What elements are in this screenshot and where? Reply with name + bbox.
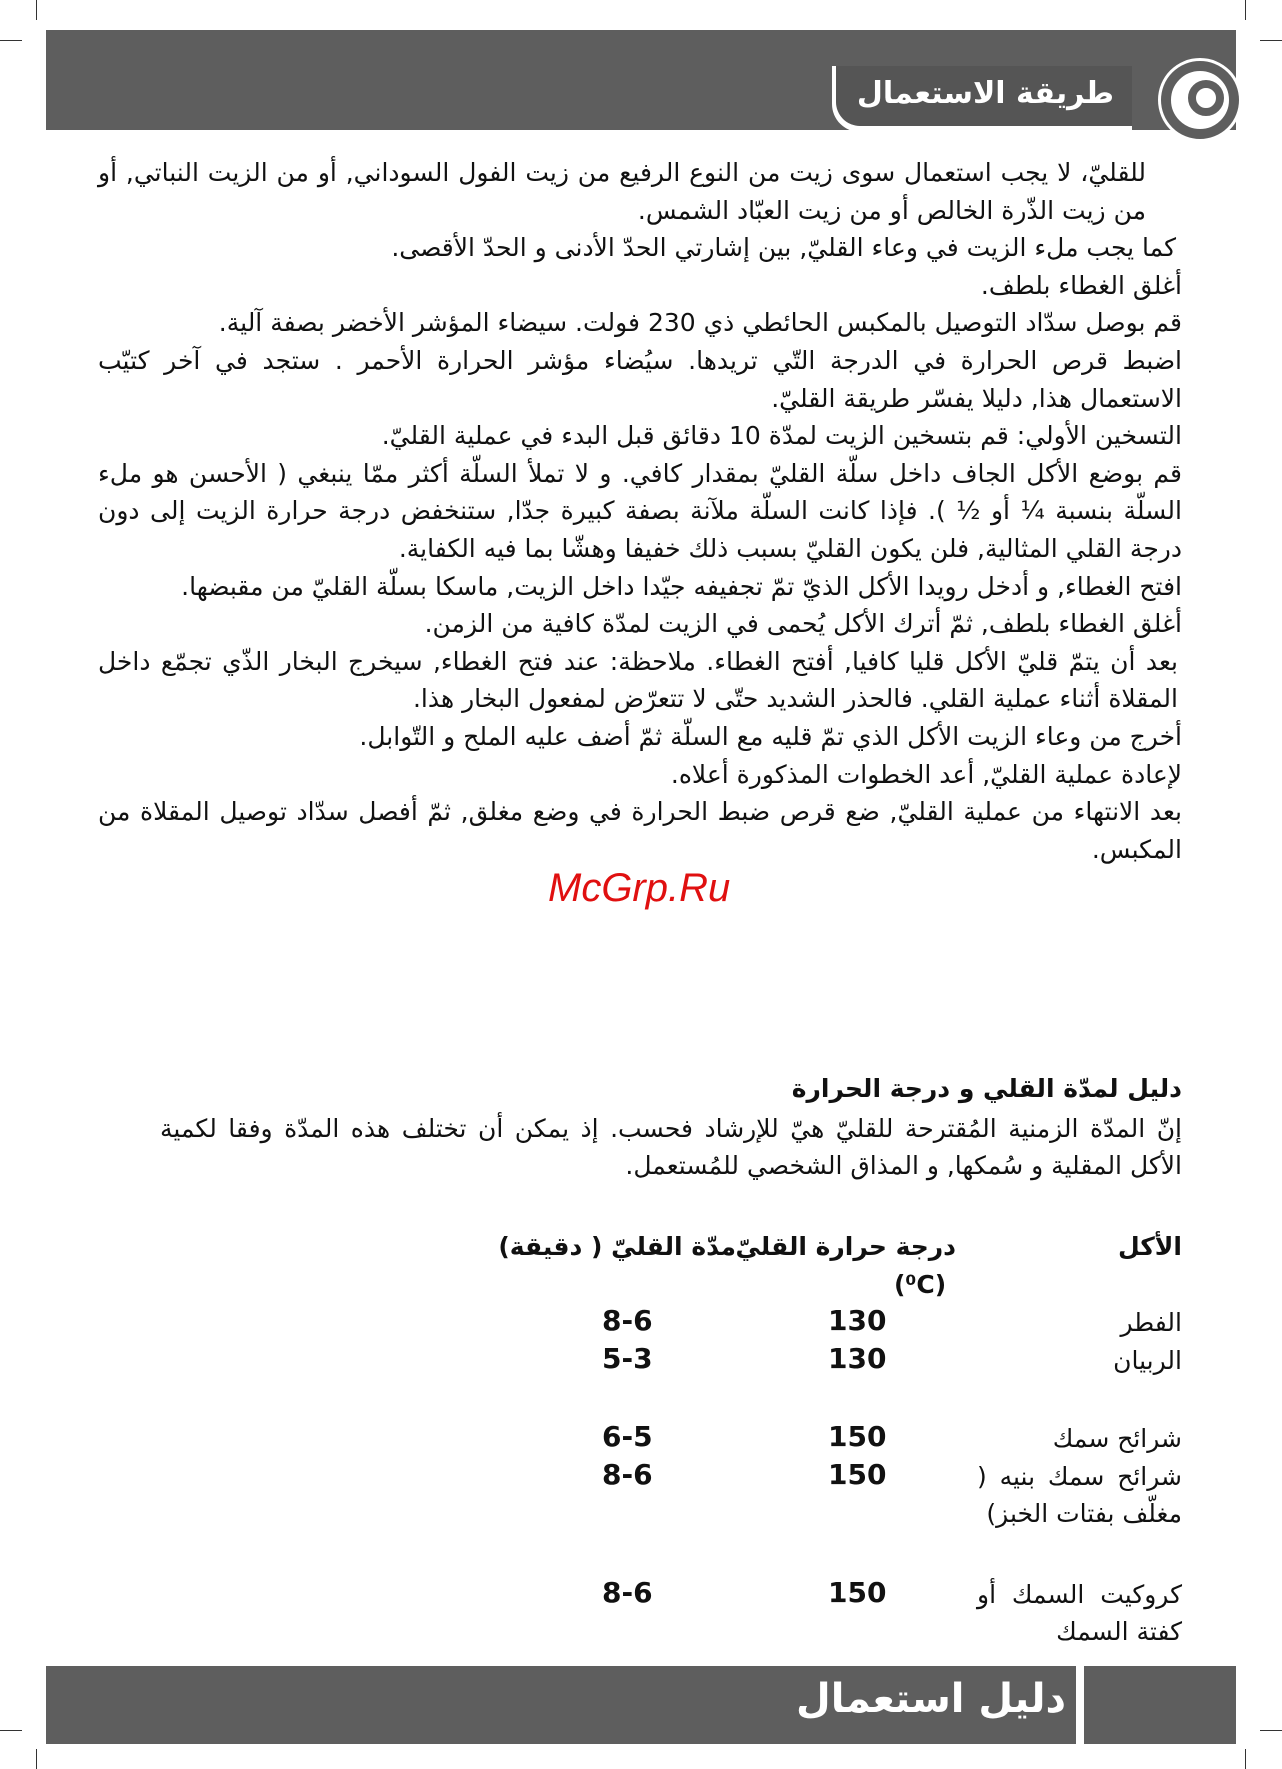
- table-cell-temp: 130: [828, 1342, 887, 1375]
- instructions-body: [98, 154, 1182, 868]
- crop-mark: [0, 40, 22, 41]
- table-cell-time: 5-3: [602, 1342, 653, 1375]
- crop-mark: [1245, 0, 1246, 20]
- paragraph: لإعادة عملية القليّ, أعد الخطوات المذكورة أعلاه.: [670, 759, 1182, 789]
- column-header-temp-unit: (⁰C): [894, 1270, 947, 1299]
- table-cell-temp: 150: [828, 1420, 887, 1453]
- table-cell-temp: 150: [828, 1458, 887, 1491]
- paragraph: التسخين الأولي: قم بتسخين الزيت لمدّة 10 دقائق قبل البدء في عملية القليّ.: [381, 421, 1182, 451]
- crop-mark: [36, 0, 37, 20]
- paragraph: قم بوضع الأكل الجاف داخل سلّة القليّ بمقدار كافي. و لا تملأ السلّة أكثر ممّا ينبغي ( الأحسن هو ملء السلّة بنسبة ¼ أو ½ ). فإذا كانت السلّة ملآنة بصفة كبيرة جدّا, ستنخفض درجة حرارة الزيت إلى دون درجة القلي المثالية, فلن يكون القليّ بسبب ذلك خفيفا وهشّا بما فيه الكفاية.: [98, 458, 1182, 563]
- footer-divider: [1076, 1666, 1084, 1744]
- crop-mark: [1260, 40, 1282, 41]
- paragraph: أغلق الغطاء بلطف.: [980, 270, 1182, 300]
- crop-mark: [36, 1749, 37, 1769]
- table-cell-temp: 130: [828, 1304, 887, 1337]
- watermark: McGrp.Ru: [548, 866, 731, 910]
- paragraph: اضبط قرص الحرارة في الدرجة التّي تريدها. سيُضاء مؤشر الحرارة الأحمر . ستجد في آخر كتيّب الاستعمال هذا, دليلا يفسّر طريقة القليّ.: [98, 345, 1182, 413]
- table-cell-food: الربيان: [1113, 1346, 1182, 1375]
- footer-title: دليل استعمال: [796, 1676, 1066, 1722]
- paragraph: افتح الغطاء, و أدخل رويدا الأكل الذيّ تمّ تجفيفه جيّدا داخل الزيت, ماسكا بسلّة القليّ من مقبضها.: [181, 571, 1182, 601]
- paragraph: للقليّ، لا يجب استعمال سوى زيت من النوع الرفيع من زيت الفول السوداني, أو من الزيت النباتي, أو من زيت الذّرة الخالص أو من زيت العبّاد الشمس.: [98, 158, 1146, 225]
- guide-title: دليل لمدّة القلي و درجة الحرارة: [791, 1074, 1182, 1103]
- table-cell-food: كروكيت السمك أو كفتة السمك: [977, 1580, 1182, 1646]
- paragraph: كما يجب ملء الزيت في وعاء القليّ, بين إشارتي الحدّ الأدنى و الحدّ الأقصى.: [391, 233, 1176, 263]
- table-cell-food: شرائح سمك بنيه ( مغلّف بفتات الخبز): [977, 1462, 1182, 1528]
- table-cell-time: 8-6: [602, 1304, 653, 1337]
- page-title: طريقة الاستعمال: [856, 76, 1114, 111]
- crop-mark: [1245, 1749, 1246, 1769]
- crop-mark: [0, 1730, 22, 1731]
- table-cell-time: 6-5: [602, 1420, 653, 1453]
- table-cell-time: 8-6: [602, 1458, 653, 1491]
- guide-intro: إنّ المدّة الزمنية المُقترحة للقليّ هيّ للإرشاد فحسب. إذ يمكن أن تختلف هذه المدّة وفقا لكمية الأكل المقلية و سُمكها, و المذاق الشخصي للمُستعمل.: [160, 1114, 1182, 1180]
- table-cell-time: 8-6: [602, 1576, 653, 1609]
- crop-mark: [1260, 1730, 1282, 1731]
- paragraph: قم بوصل سدّاد التوصيل بالمكبس الحائطي ذي 230 فولت. سيضاء المؤشر الأخضر بصفة آلية.: [218, 308, 1182, 338]
- paragraph: بعد أن يتمّ قليّ الأكل قليا كافيا, أفتح الغطاء. ملاحظة: عند فتح الغطاء, سيخرج البخار الذّي تجمّع داخل المقلاة أثناء عملية القلي. فالحذر الشديد حتّى لا تتعرّض لمفعول البخار هذا.: [98, 646, 1178, 714]
- paragraph: بعد الانتهاء من عملية القليّ, ضع قرص ضبط الحرارة في وضع مغلق, ثمّ أفصل سدّاد توصيل المقلاة من المكبس.: [98, 797, 1182, 864]
- column-header-time: مدّة القليّ ( دقيقة): [498, 1232, 736, 1261]
- paragraph: أغلق الغطاء بلطف, ثمّ أترك الأكل يُحمى في الزيت لمدّة كافية من الزمن.: [424, 609, 1182, 639]
- column-header-temp: درجة حرارة القليّ: [735, 1232, 956, 1261]
- table-cell-food: الفطر: [1120, 1308, 1182, 1337]
- column-header-food: الأكل: [1117, 1232, 1182, 1261]
- table-cell-food: شرائح سمك: [1052, 1424, 1182, 1453]
- table-cell-temp: 150: [828, 1576, 887, 1609]
- paragraph: أخرج من وعاء الزيت الأكل الذي تمّ قليه مع السلّة ثمّ أضف عليه الملح و التّوابل.: [359, 721, 1182, 751]
- brand-logo-icon: [1154, 54, 1246, 146]
